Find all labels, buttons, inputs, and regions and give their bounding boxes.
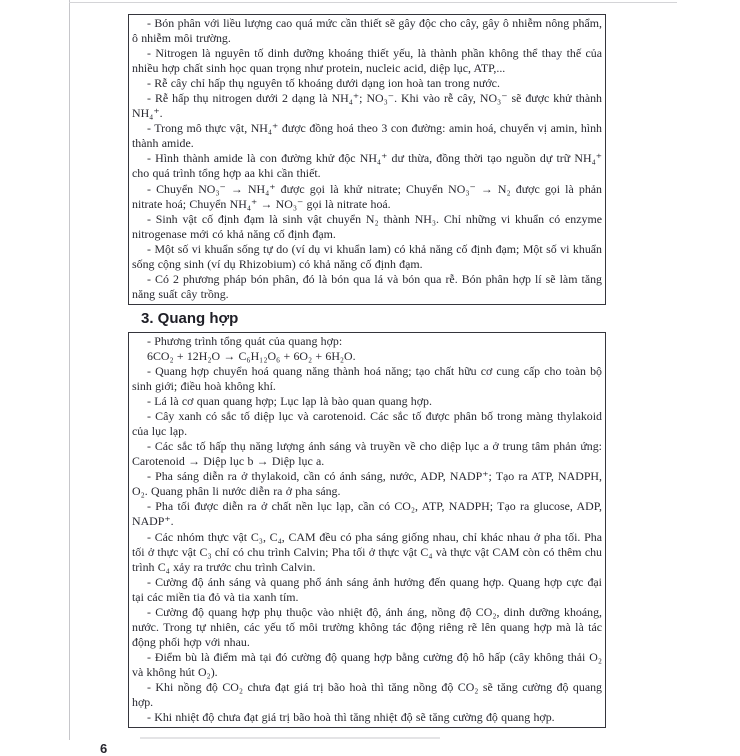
paragraph: - Nitrogen là nguyên tố dinh dưỡng khoáng thiết yếu, là thành phần không thể thay thế của nhiều hợp chất sinh học quan trọng như protein, nucleic acid, diệp lục, ATP,... bbox=[132, 46, 602, 76]
paragraph: - Rễ hấp thụ nitrogen dưới 2 dạng là NH₄⁺; NO₃⁻. Khi vào rễ cây, NO₃⁻ sẽ được khử thành NH₄⁺. bbox=[132, 91, 602, 121]
paragraph: - Bón phân với liều lượng cao quá mức cần thiết sẽ gây độc cho cây, gây ô nhiễm nông phẩm, ô nhiễm môi trường. bbox=[132, 16, 602, 46]
page-content-column bbox=[100, 14, 606, 756]
photosynthesis-summary-box bbox=[128, 332, 606, 728]
page-edge-vertical-line bbox=[69, 0, 70, 740]
paragraph: - Cây xanh có sắc tố diệp lục và carotenoid. Các sắc tố được phân bố trong màng thylakoid của lục lạp. bbox=[132, 409, 602, 439]
paragraph: - Cường độ ánh sáng và quang phổ ánh sáng ảnh hưởng đến quang hợp. Quang hợp cực đại tại các miền tia đỏ và tia xanh tím. bbox=[132, 574, 602, 604]
paragraph: - Các nhóm thực vật C₃, C₄, CAM đều có pha sáng giống nhau, chỉ khác nhau ở pha tối. Pha tối ở thực vật C₃ chỉ có chu trình Calvin; Pha tối ở thực vật C₄ và thực vật CAM còn có thêm chu trình C₄ xảy ra trước chu trình Calvin. bbox=[132, 529, 602, 574]
paragraph: - Hình thành amide là con đường khử độc NH₄⁺ dư thừa, đồng thời tạo nguồn dự trữ NH₄⁺ cho quá trình tổng hợp aa khi cần thiết. bbox=[132, 151, 602, 181]
paragraph: - Quang hợp chuyển hoá quang năng thành hoá năng; tạo chất hữu cơ cung cấp cho toàn bộ sinh giới; điều hoà không khí. bbox=[132, 363, 602, 394]
paragraph: - Các sắc tố hấp thụ năng lượng ánh sáng và truyền về cho diệp lục a ở trung tâm phản ứng: Carotenoid → Diệp lục b → Diệp lục a. bbox=[132, 439, 602, 469]
paragraph: - Sinh vật cố định đạm là sinh vật chuyển N₂ thành NH₃. Chỉ những vi khuẩn có enzyme nitrogenase mới có khả năng cố định đạm. bbox=[132, 211, 602, 241]
paragraph: - Rễ cây chỉ hấp thụ nguyên tố khoáng dưới dạng ion hoà tan trong nước. bbox=[147, 76, 500, 91]
equation-line: 6CO₂ + 12H₂O → C₆H₁₂O₆ + 6O₂ + 6H₂O. bbox=[147, 348, 356, 363]
paragraph: - Lá là cơ quan quang hợp; Lục lạp là bào quan quang hợp. bbox=[147, 394, 432, 409]
page-number: 6 bbox=[100, 741, 108, 756]
paragraph: - Pha sáng diễn ra ở thylakoid, cần có ánh sáng, nước, ADP, NADP⁺; Tạo ra ATP, NADPH, O₂. Quang phân li nước diễn ra ở pha sáng. bbox=[132, 469, 602, 499]
paragraph: - Chuyển NO₃⁻ → NH₄⁺ được gọi là khử nitrate; Chuyển NO₃⁻ → N₂ được gọi là phản nitrate hoá; Chuyển NH₄⁺ → NO₃⁻ gọi là nitrate hoá. bbox=[132, 181, 602, 211]
paragraph: - Có 2 phương pháp bón phân, đó là bón qua lá và bón qua rễ. Bón phân hợp lí sẽ làm tăng năng suất cây trồng. bbox=[132, 271, 602, 301]
page-edge-top-line bbox=[69, 2, 677, 3]
paragraph: - Khi nhiệt độ chưa đạt giá trị bão hoà thì tăng nhiệt độ sẽ tăng cường độ quang hợp. bbox=[147, 710, 555, 725]
paragraph: - Pha tối được diễn ra ở chất nền lục lạp, cần có CO₂, ATP, NADPH; Tạo ra glucose, ADP, NADP⁺. bbox=[132, 499, 602, 529]
paragraph: - Khi nồng độ CO₂ chưa đạt giá trị bão hoà thì tăng nồng độ CO₂ sẽ tăng cường độ quang hợp. bbox=[132, 679, 602, 710]
section-heading-quang-hop: 3. Quang hợp bbox=[141, 309, 239, 327]
paragraph: - Một số vi khuẩn sống tự do (ví dụ vi khuẩn lam) có khả năng cố định đạm; Một số vi khuẩn sống cộng sinh (ví dụ Rhizobium) có khả năng cố định đạm. bbox=[132, 241, 602, 271]
paragraph: - Cường độ quang hợp phụ thuộc vào nhiệt độ, ánh áng, nồng độ CO₂, dinh dưỡng khoáng, nước. Trong tự nhiên, các yếu tố môi trường không tác động riêng rẽ lên quang hợp mà là tác động phối hợp với nhau. bbox=[132, 604, 602, 649]
paragraph: - Phương trình tổng quát của quang hợp: bbox=[147, 333, 343, 348]
nitrogen-nutrition-summary-box bbox=[128, 14, 606, 305]
paragraph: - Điểm bù là điểm mà tại đó cường độ quang hợp bằng cường độ hô hấp (cây không thải O₂ và không hút O₂). bbox=[132, 649, 602, 679]
paragraph: - Trong mô thực vật, NH₄⁺ được đồng hoá theo 3 con đường: amin hoá, chuyển vị amin, hình thành amide. bbox=[132, 121, 602, 151]
